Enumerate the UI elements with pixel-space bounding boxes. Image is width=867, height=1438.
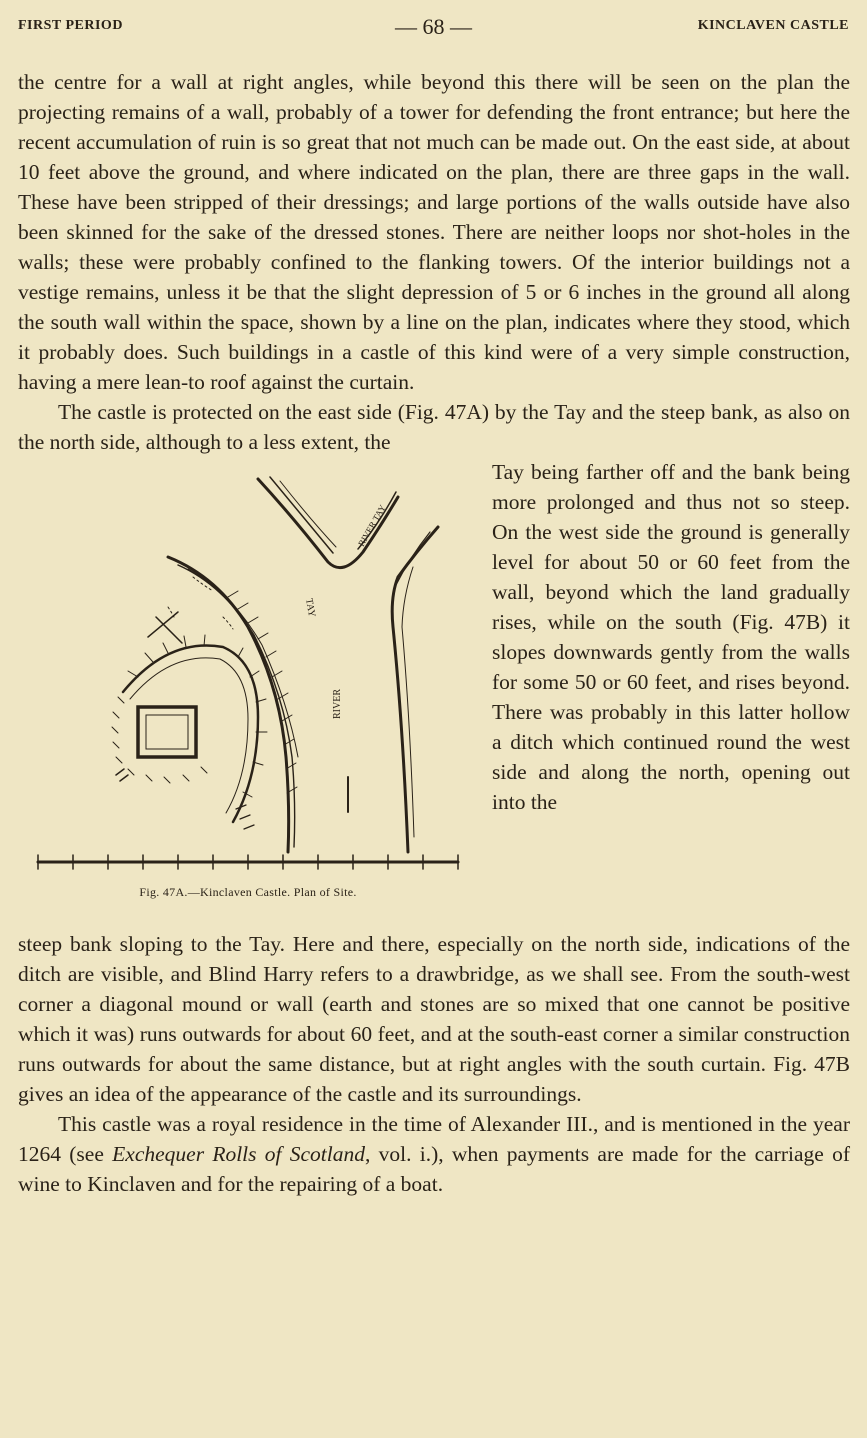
figure-47a [18,457,478,929]
figure-caption: Fig. 47A.—Kinclaven Castle. Plan of Site. [139,885,357,899]
label-river-tay-upper: RIVER TAY [356,503,388,548]
paragraph-2-after: steep bank sloping to the Tay. Here and there, especially on the north side, indications of the ditch are visible, and Blind Harry refers to a drawbridge, as we shall see. From the south-west corner a diagonal mound or wall (earth and stones are so mixed that one cannot be positive which it was) runs outwards for about 60 feet, and at the south-east corner a similar construction runs outwards for about the same distance, but at right angles with the south curtain. Fig. 47B gives an idea of the appearance of the castle and its surroundings. [18,932,850,1106]
paragraph-3-end: , vol. i.), when payments are made for the carriage of wine to Kinclaven and for the repairing of a boat. [18,1142,850,1196]
paragraph-2-lead: The castle is protected on the east side (Fig. 47A) by the Tay and the steep bank, as also on the north side, although to a less extent, the [18,400,850,454]
body-text [18,67,850,1199]
running-head-right: KINCLAVEN CASTLE [697,18,849,33]
paragraph-3 [18,1109,850,1199]
paragraph-2-wrap: Tay being farther off and the bank being more prolonged and thus not so steep. On the west side the ground is generally level for about 50 or 60 feet from the wall, beyond which the land gradually rises, while on the south (Fig. 47B) it slopes downwards gently from the walls for some 50 or 60 feet, and rises beyond. There was probably in this latter hollow a ditch which continued round the west side and along the north, opening out into the [492,460,850,814]
running-head-left: FIRST PERIOD [18,18,123,33]
label-tay: TAY [303,597,318,619]
paragraph-1: the centre for a wall at right angles, while beyond this there will be seen on the plan the projecting remains of a wall, probably of a tower for defending the front entrance; but here the recent accumulation of ruin is so great that not much can be made out. On the east side, at about 10 feet above the ground, and where indicated on the plan, there are three gaps in the wall. These have been stripped of their dressings; and large portions of the walls outside have also been skinned for the sake of the dressed stones. There are neither loops nor shot-holes in the walls; these were probably confined to the flanking towers. Of the interior buildings not a vestige remains, unless it be that the slight depression of 5 or 6 inches in the ground all along the south wall within the space, shown by a line on the plan, indicates where they stood, which it probably does. Such buildings in a castle of this kind were of a very simple construction, having a mere lean-to roof against the curtain. [18,70,850,394]
paragraph-3-start: This castle was a royal residence in the time of Alexander III., and is mentioned in the year 1264 (see [18,1112,850,1166]
paragraph-3-italic-title: Exchequer Rolls of Scotland [112,1142,366,1166]
page-number: — 68 — [395,14,472,39]
page-header [18,14,849,42]
label-river: RIVER [332,689,343,719]
site-plan-illustration [18,457,478,877]
